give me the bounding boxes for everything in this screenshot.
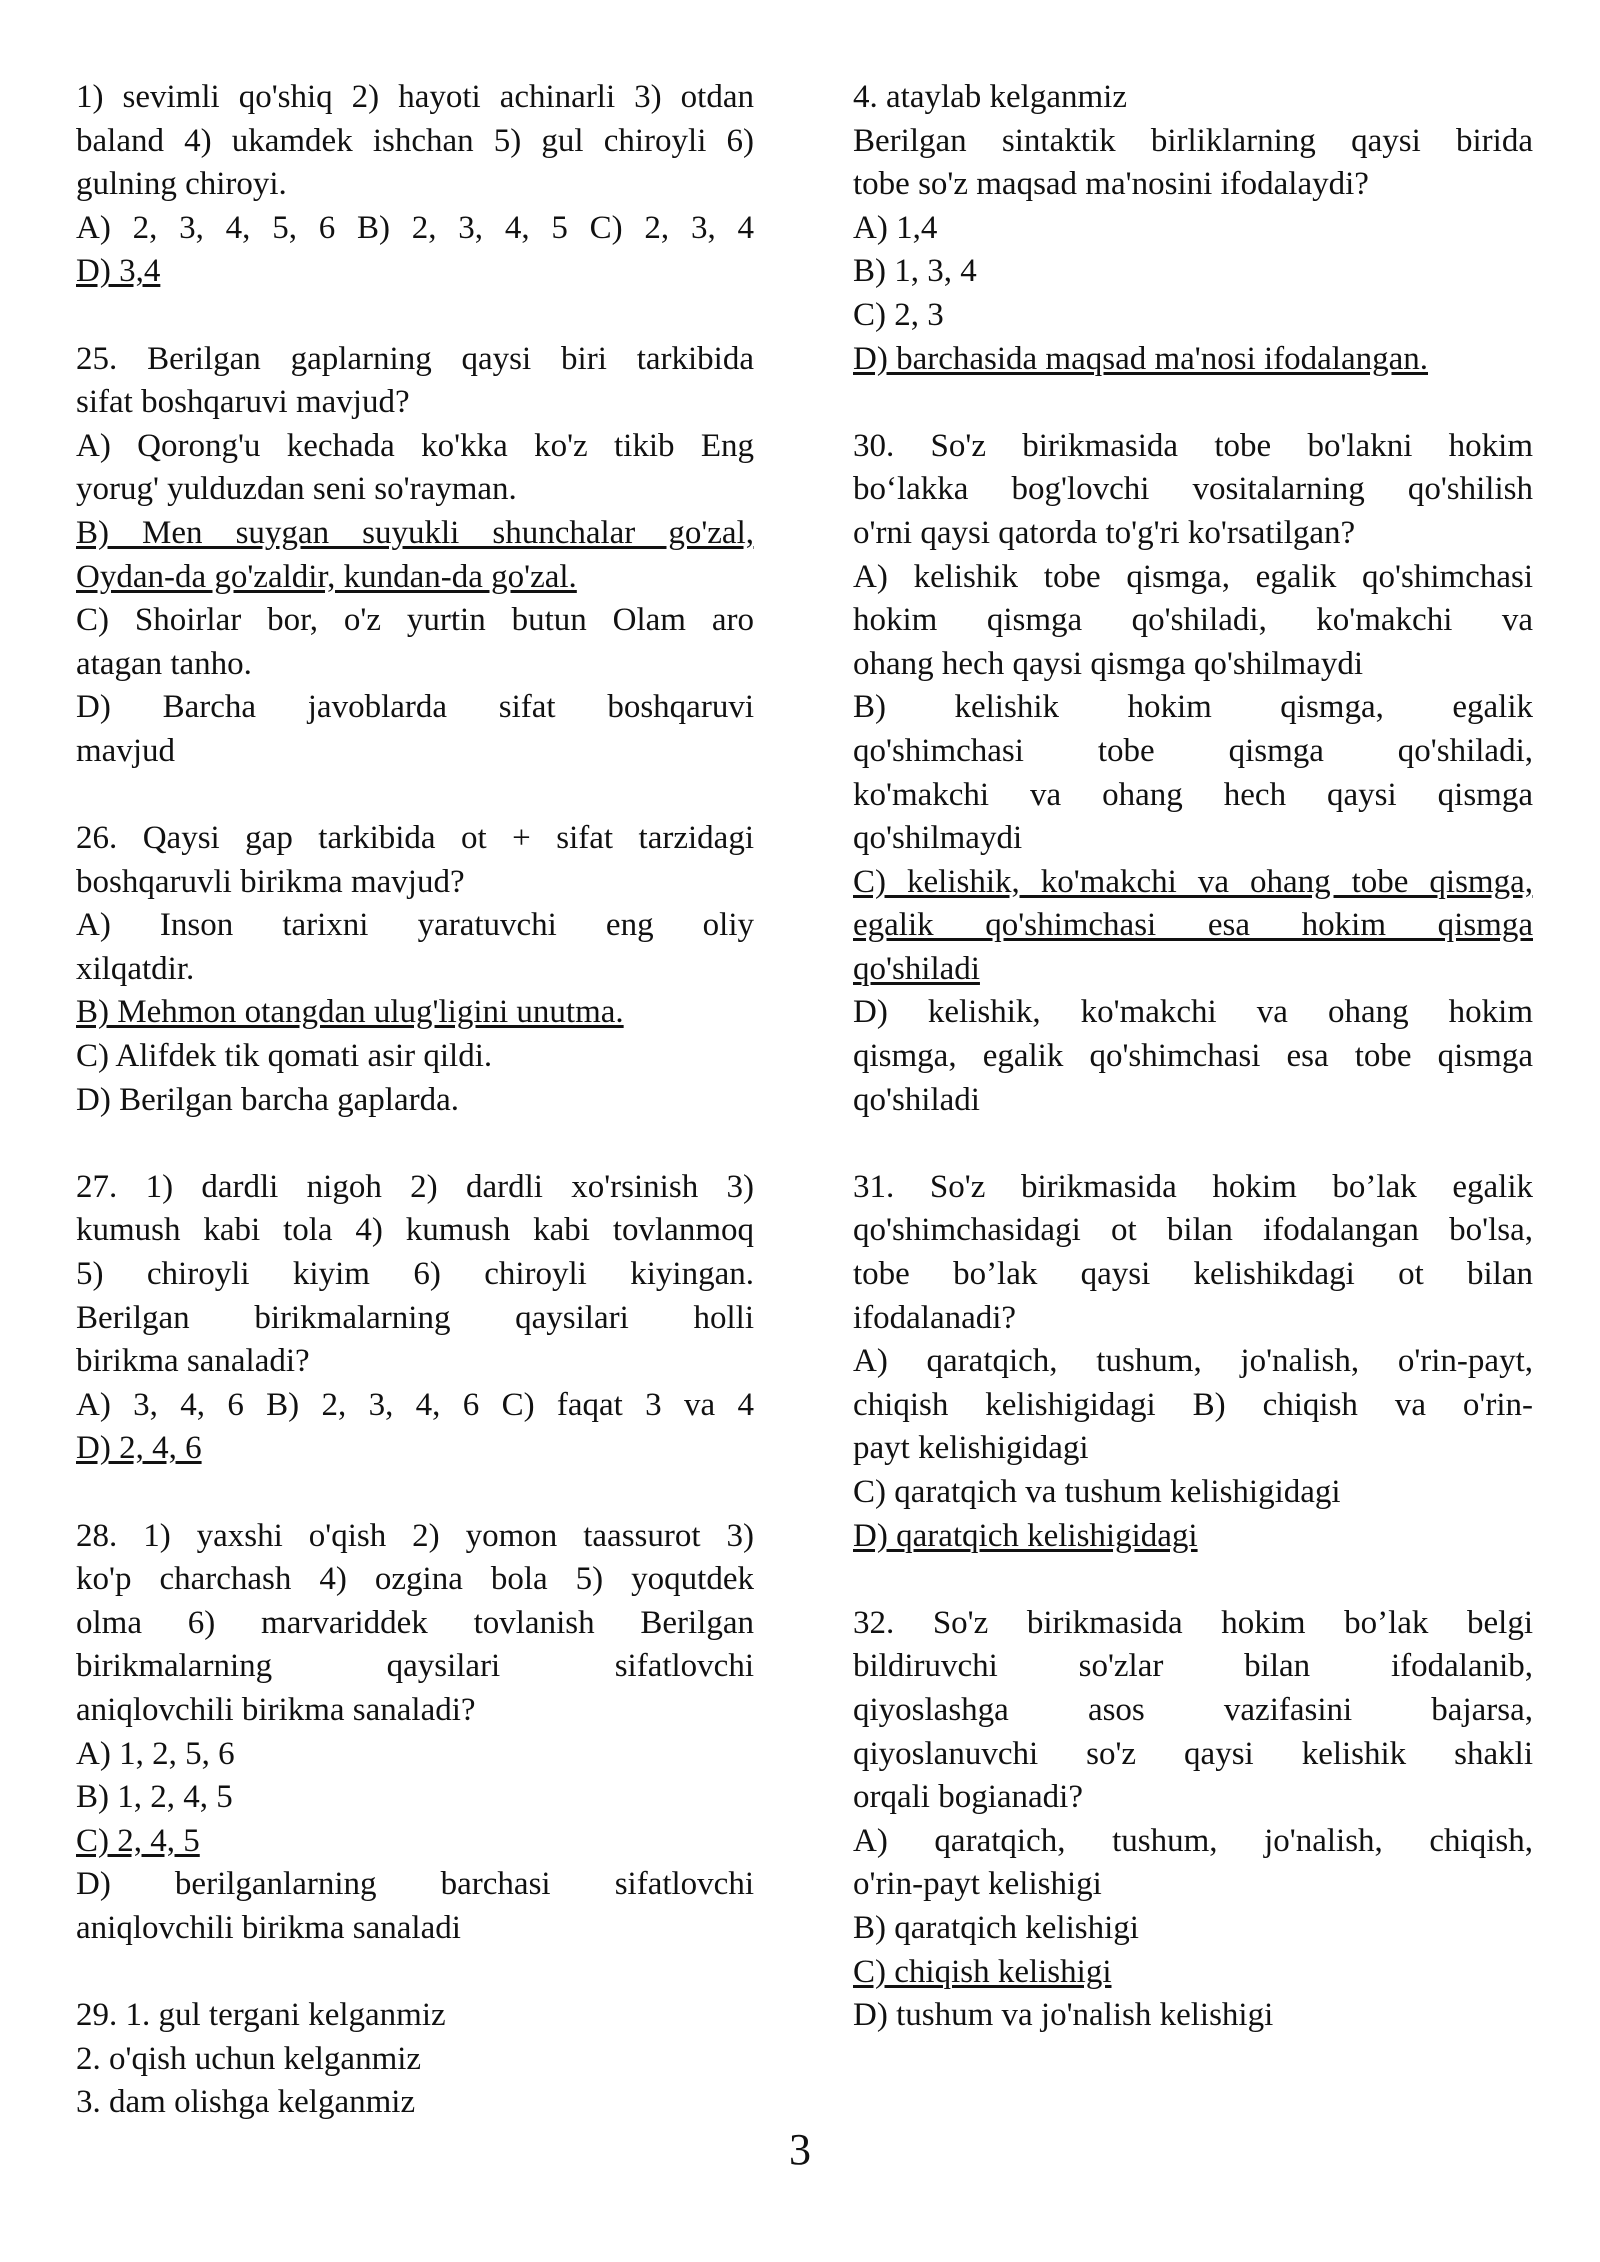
text-line: 32. So'z birikmasida hokim bo’lak belgi [853, 1604, 1533, 1641]
text-line: C) Alifdek tik qomati asir qildi. [76, 1038, 493, 1075]
text-line: bo‘lakka bog'lovchi vositalarning qo'shilish [853, 471, 1533, 508]
text-line: ko'makchi va ohang hech qaysi qismga [853, 776, 1533, 813]
text-line: qo'shiladi [853, 1081, 980, 1118]
text-line: D) Barcha javoblarda sifat boshqaruvi [76, 689, 754, 726]
text-line: aniqlovchili birikma sanaladi [76, 1909, 461, 1946]
text-line: D) berilganlarning barchasi sifatlovchi [76, 1866, 754, 1903]
correct-answer-line: C) chiqish kelishigi [853, 1953, 1112, 1990]
text-line: qiyoslashga asos vazifasini bajarsa, [853, 1691, 1533, 1728]
text-line: A) Qorong'u kechada ko'kka ko'z tikib Eng [76, 427, 754, 464]
page-number: 3 [789, 2125, 811, 2174]
text-line: baland 4) ukamdek ishchan 5) gul chiroyli 6) [76, 122, 754, 159]
text-line: qo'shimchasi tobe qismga qo'shiladi, [853, 732, 1533, 769]
text-line: ko'p charchash 4) ozgina bola 5) yoqutdek [76, 1561, 754, 1598]
left-question-block [76, 338, 754, 774]
text-line: 4. ataylab kelganmiz [853, 79, 1127, 115]
text-line: tobe bo’lak qaysi kelishikdagi ot bilan [853, 1256, 1533, 1293]
text-line: 31. So'z birikmasida hokim bo’lak egalik [853, 1168, 1533, 1205]
text-line: A) 2, 3, 4, 5, 6 B) 2, 3, 4, 5 C) 2, 3, 4 [76, 209, 754, 246]
right-question-block [853, 425, 1533, 1123]
text-line: A) 1, 2, 5, 6 [76, 1735, 235, 1772]
text-line: xilqatdir. [76, 950, 195, 987]
right-question-block [853, 1602, 1533, 2038]
correct-answer-line: egalik qo'shimchasi esa hokim qismga [853, 907, 1533, 944]
text-line: C) qaratqich va tushum kelishigidagi [853, 1474, 1341, 1510]
text-line: o'rni qaysi qatorda to'g'ri ko'rsatilgan? [853, 514, 1356, 551]
right-question-block [853, 1166, 1533, 1558]
text-line: birikmalarning qaysilari sifatlovchi [76, 1648, 754, 1685]
text-line: o'rin-payt kelishigi [853, 1866, 1102, 1903]
correct-answer-line: D) 3,4 [76, 253, 161, 290]
text-line: 26. Qaysi gap tarkibida ot + sifat tarzidagi [76, 820, 754, 857]
text-line: yorug' yulduzdan seni so'rayman. [76, 471, 517, 508]
correct-answer-line: B) Mehmon otangdan ulug'ligini unutma. [76, 994, 624, 1031]
correct-answer-line: D) qaratqich kelishigidagi [853, 1517, 1198, 1554]
text-line: bildiruvchi so'zlar bilan ifodalanib, [853, 1648, 1533, 1685]
text-line: 2. o'qish uchun kelganmiz [76, 2040, 422, 2077]
correct-answer-line: Oydan-da go'zaldir, kundan-da go'zal. [76, 558, 577, 595]
left-question-block [76, 817, 754, 1122]
text-line: birikma sanaladi? [76, 1343, 310, 1380]
text-line: 29. 1. gul tergani kelganmiz [76, 1997, 446, 2034]
text-line: sifat boshqaruvi mavjud? [76, 384, 410, 421]
text-line: 30. So'z birikmasida tobe bo'lakni hokim [853, 427, 1533, 464]
text-line: atagan tanho. [76, 645, 252, 682]
text-line: gulning chiroyi. [76, 166, 287, 203]
left-question-block [76, 1994, 754, 2125]
text-line: payt kelishigidagi [853, 1430, 1089, 1467]
left-column [76, 76, 754, 2169]
text-line: A) qaratqich, tushum, jo'nalish, o'rin-payt, [853, 1343, 1533, 1380]
text-line: C) Shoirlar bor, o'z yurtin butun Olam aro [76, 602, 754, 639]
text-line: A) qaratqich, tushum, jo'nalish, chiqish, [853, 1822, 1533, 1859]
text-line: tobe so'z maqsad ma'nosini ifodalaydi? [853, 166, 1369, 203]
text-line: qo'shimchasidagi ot bilan ifodalangan bo'lsa, [853, 1212, 1533, 1249]
left-question-block [76, 1515, 754, 1951]
correct-answer-line: qo'shiladi [853, 950, 980, 987]
text-line: C) 2, 3 [853, 296, 944, 333]
text-line: 28. 1) yaxshi o'qish 2) yomon taassurot 3) [76, 1517, 754, 1554]
text-line: Berilgan sintaktik birliklarning qaysi birida [853, 122, 1533, 159]
text-line: D) Berilgan barcha gaplarda. [76, 1081, 459, 1118]
text-line: qismga, egalik qo'shimchasi esa tobe qismga [853, 1038, 1533, 1075]
text-line: 27. 1) dardli nigoh 2) dardli xo'rsinish 3) [76, 1168, 754, 1205]
text-line: aniqlovchili birikma sanaladi? [76, 1691, 476, 1728]
text-line: Berilgan birikmalarning qaysilari holli [76, 1299, 754, 1336]
text-line: A) kelishik tobe qismga, egalik qo'shimchasi [853, 558, 1533, 595]
text-line: D) tushum va jo'nalish kelishigi [853, 1997, 1274, 2034]
text-line: A) Inson tarixni yaratuvchi eng oliy [76, 907, 754, 944]
text-line: orqali bogianadi? [853, 1779, 1084, 1816]
text-line: D) kelishik, ko'makchi va ohang hokim [853, 994, 1533, 1031]
text-line: olma 6) marvariddek tovlanish Berilgan [76, 1604, 754, 1641]
right-column [853, 76, 1533, 2081]
text-line: 1) sevimli qo'shiq 2) hayoti achinarli 3) otdan [76, 79, 754, 115]
text-line: boshqaruvli birikma mavjud? [76, 863, 465, 900]
text-line: qiyoslanuvchi so'z qaysi kelishik shakli [853, 1735, 1533, 1772]
correct-answer-line: D) barchasida maqsad ma'nosi ifodalangan. [853, 340, 1429, 377]
text-line: ohang hech qaysi qismga qo'shilmaydi [853, 645, 1364, 682]
correct-answer-line: D) 2, 4, 6 [76, 1430, 202, 1467]
left-question-block [76, 1166, 754, 1471]
text-line: 5) chiroyli kiyim 6) chiroyli kiyingan. [76, 1256, 754, 1293]
text-line: ifodalanadi? [853, 1299, 1017, 1336]
text-line: 25. Berilgan gaplarning qaysi biri tarkibida [76, 340, 754, 377]
text-line: A) 1,4 [853, 209, 938, 246]
text-line: hokim qismga qo'shiladi, ko'makchi va [853, 602, 1533, 639]
right-question-block [853, 76, 1533, 381]
correct-answer-line: C) kelishik, ko'makchi va ohang tobe qismga, [853, 863, 1533, 900]
correct-answer-line: C) 2, 4, 5 [76, 1822, 200, 1859]
text-line: B) 1, 3, 4 [853, 253, 977, 290]
left-question-block [76, 76, 754, 294]
text-line: chiqish kelishigidagi B) chiqish va o'rin- [853, 1386, 1533, 1423]
text-line: 3. dam olishga kelganmiz [76, 2084, 416, 2121]
text-line: B) qaratqich kelishigi [853, 1909, 1139, 1946]
text-line: A) 3, 4, 6 B) 2, 3, 4, 6 C) faqat 3 va 4 [76, 1386, 754, 1423]
text-line: kumush kabi tola 4) kumush kabi tovlanmoq [76, 1212, 754, 1249]
text-line: qo'shilmaydi [853, 820, 1023, 857]
text-line: B) kelishik hokim qismga, egalik [853, 689, 1533, 726]
text-line: mavjud [76, 732, 175, 769]
text-line: B) 1, 2, 4, 5 [76, 1779, 233, 1816]
correct-answer-line: B) Men suygan suyukli shunchalar go'zal, [76, 514, 754, 551]
